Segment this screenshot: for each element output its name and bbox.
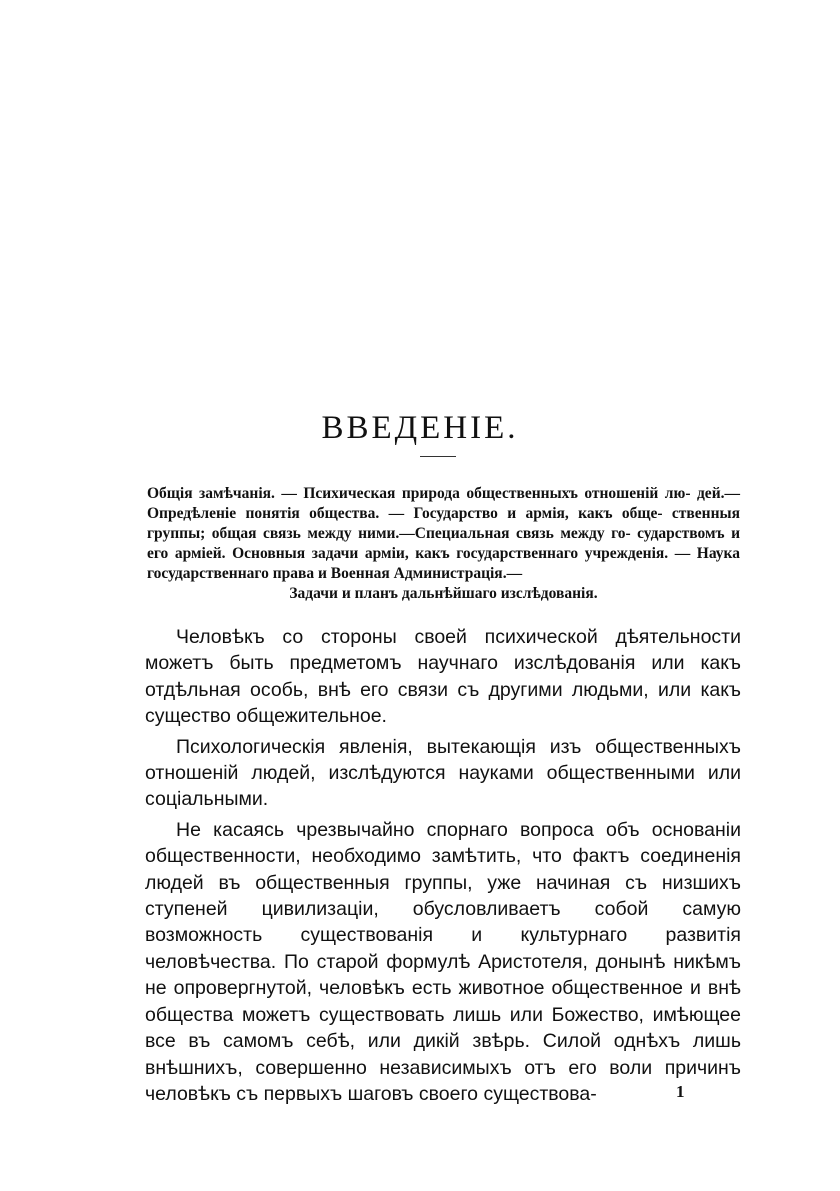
- summary-line: учрежденія. — Наука государственнаго права и Военная Администрація.—: [147, 545, 741, 582]
- summary-line: ственныя группы; общая связь между ними.—Специальная связь между го-: [147, 505, 740, 542]
- paragraph: Психологическія явленія, вытекающія изъ общественныхъ отношеній людей, изслѣдуются науками общественными или соціальными.: [145, 735, 741, 811]
- summary-line: дей.—Опредѣленіе понятія общества. — Государство и армія, какъ обще-: [147, 485, 740, 522]
- body-text: [145, 624, 741, 1111]
- page-number: 1: [676, 1082, 685, 1101]
- paragraph: Человѣкъ со стороны своей психической дѣятельности можетъ быть предметомъ научнаго изслѣдованія или какъ отдѣльная особь, внѣ его связи съ другими людьми, или какъ существо общежительное.: [145, 626, 741, 728]
- title-divider: [420, 456, 456, 457]
- summary-line: сударствомъ и его арміей. Основныя задачи арміи, какъ государственнаго: [147, 525, 740, 562]
- chapter-summary: [147, 484, 740, 604]
- paragraph: Не касаясь чрезвычайно спорнаго вопроса объ основаніи общественности, необходимо замѣтить, что фактъ соединенія людей въ общественныя группы, уже начиная съ низшихъ ступеней цивилизаціи, обусловливаетъ собой самую возможность существованія и культурнаго развитія человѣчества. По старой формулѣ Аристотеля, донынѣ никѣмъ не опровергнутой, человѣкъ есть животное общественное и внѣ общества можетъ существовать лишь или Божество, имѣющее все въ самомъ себѣ, или дикій звѣрь. Силой однѣхъ лишь внѣшнихъ, совершенно независимыхъ отъ его воли причинъ человѣкъ съ первыхъ шаговъ своего существова-: [145, 818, 741, 1105]
- chapter-title: ВВЕДЕНІЕ.: [321, 410, 519, 447]
- summary-line: Общія замѣчанія. — Психическая природа общественныхъ отношеній лю-: [147, 485, 691, 502]
- summary-line-last: Задачи и планъ дальнѣйшаго изслѣдованія.: [289, 585, 598, 602]
